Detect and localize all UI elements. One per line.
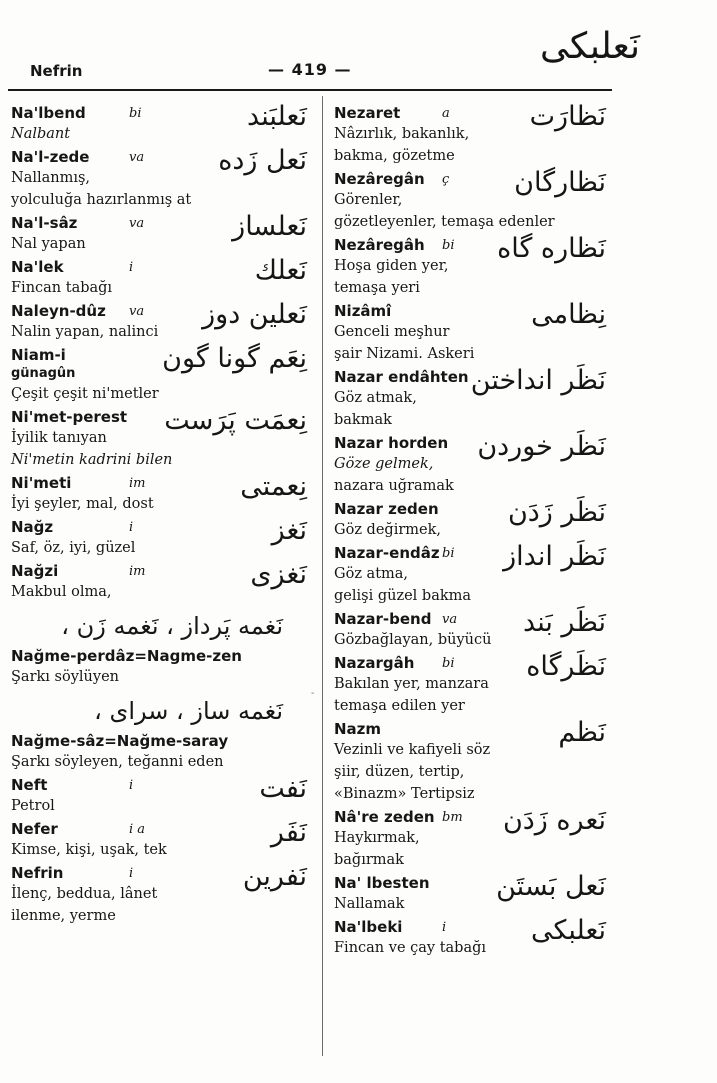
grammar-tag: i <box>129 260 134 275</box>
entry-definition: Petrol <box>11 798 55 814</box>
dictionary-entry <box>334 871 606 915</box>
entry-definition: şiir, düzen, tertip, <box>334 764 465 780</box>
entry-definition: Makbul olma, <box>11 584 112 600</box>
entry-definition: Fincan tabağı <box>11 280 113 296</box>
dictionary-entry <box>11 732 307 773</box>
entry-headword: Na'lek <box>11 258 64 276</box>
dictionary-entry <box>334 717 606 805</box>
arabic-script: نَظَر انداختن <box>470 365 606 396</box>
entry-definition: İyilik tanıyan <box>11 430 107 446</box>
entry-definition: Şarkı söyleyen, teğanni eden <box>11 754 224 770</box>
entry-definition: Çeşit çeşit ni'metler <box>11 386 159 402</box>
entry-definition: nazara uğramak <box>334 478 454 494</box>
entry-headword: Na'l-zede <box>11 148 90 166</box>
dictionary-entry <box>11 255 307 299</box>
column-divider <box>322 96 323 1056</box>
dictionary-entry <box>334 365 606 431</box>
entry-definition: Kimse, kişi, uşak, tek <box>11 842 167 858</box>
dictionary-entry <box>334 101 606 167</box>
left-column <box>11 101 307 1064</box>
arabic-script: نَعلبكى <box>530 915 606 946</box>
entry-definition: Nal yapan <box>11 236 86 252</box>
arabic-script: نِعَم گونا گون <box>162 343 307 374</box>
dictionary-entry <box>11 861 307 927</box>
entry-headword: Nağz <box>11 518 54 536</box>
grammar-tag: i a <box>129 822 146 837</box>
entry-definition: Gözbağlayan, büyücü <box>334 632 492 648</box>
entry-definition: Hoşa giden yer, <box>334 258 449 274</box>
entry-headword: Nağme-perdâz=Nagme-zen <box>11 647 242 665</box>
dictionary-entry <box>11 773 307 817</box>
entry-definition: Göz değirmek, <box>334 522 442 538</box>
entry-headword: Na'l-sâz <box>11 214 78 232</box>
entry-definition: bakma, gözetme <box>334 148 455 164</box>
entry-definition: günagûn <box>11 366 76 381</box>
dictionary-entry <box>11 515 307 559</box>
grammar-tag: i <box>129 866 134 881</box>
dictionary-entry <box>334 233 606 299</box>
dictionary-entry <box>11 471 307 515</box>
grammar-tag: va <box>129 150 145 165</box>
arabic-script: نَفَر <box>270 817 307 848</box>
entry-definition: Fincan ve çay tabağı <box>334 940 487 956</box>
dictionary-entry <box>11 817 307 861</box>
dictionary-entry <box>11 299 307 343</box>
entry-definition: Göze gelmek, <box>334 456 434 472</box>
dictionary-entry <box>11 647 307 688</box>
arabic-script: نَظَر انداز <box>503 541 606 572</box>
dictionary-entry <box>334 431 606 497</box>
arabic-script: نِعمتى <box>240 471 307 502</box>
entry-definition: Nâzırlık, bakanlık, <box>334 126 470 142</box>
arabic-script: نَفت <box>259 773 307 804</box>
entry-definition: temaşa edilen yer <box>334 698 465 714</box>
divider-mark: ' <box>321 96 324 107</box>
grammar-tag: bi <box>442 656 455 671</box>
entry-definition: bakmak <box>334 412 392 428</box>
entry-definition: Nalin yapan, nalinci <box>11 324 159 340</box>
entry-headword: Nazar zeden <box>334 500 439 518</box>
arabic-script: نَعل بَستَن <box>496 871 606 902</box>
grammar-tag: i <box>129 520 134 535</box>
dictionary-entry <box>334 541 606 607</box>
entry-headword: Nazargâh <box>334 654 415 672</box>
dictionary-entry <box>334 607 606 651</box>
grammar-tag: va <box>129 304 145 319</box>
grammar-tag: im <box>129 564 146 579</box>
entry-definition: gözetleyenler, temaşa edenler <box>334 214 555 230</box>
arabic-script: نَعلبَند <box>247 101 307 132</box>
arabic-script: نَظارَت <box>529 101 606 132</box>
arabic-script: نَظم <box>558 717 606 748</box>
entry-headword: Neft <box>11 776 48 794</box>
dictionary-entry <box>11 101 307 145</box>
entry-definition: Nallanmış, <box>11 170 91 186</box>
entry-headword: Ni'met-perest <box>11 408 128 426</box>
entry-definition: ilenme, yerme <box>11 908 116 924</box>
dictionary-entry <box>334 805 606 871</box>
arabic-script: نِظامى <box>531 299 606 330</box>
grammar-tag: im <box>129 476 146 491</box>
dictionary-entry <box>11 211 307 255</box>
guide-word-right: نَعلبكى <box>540 26 641 67</box>
grammar-tag: bi <box>442 238 455 253</box>
arabic-script: نَعلين دوز <box>202 299 307 330</box>
arabic-phrase: نَغمه پَرداز ، نَغمه زَن ، <box>61 612 283 640</box>
entry-definition: Şarkı söylüyen <box>11 669 119 685</box>
arabic-script: نَظاره گاه <box>497 233 606 264</box>
arabic-phrase: نَغمه ساز ، سراى ، <box>94 697 283 725</box>
dictionary-entry <box>11 559 307 603</box>
grammar-tag: bm <box>442 810 463 825</box>
entry-headword: Naleyn-dûz <box>11 302 106 320</box>
dictionary-entry <box>11 405 307 471</box>
entry-definition: Göz atmak, <box>334 390 417 406</box>
entry-definition: Nalbant <box>11 126 71 142</box>
entry-definition: temaşa yeri <box>334 280 420 296</box>
arabic-script: نَظَرگاه <box>526 651 606 682</box>
entry-headword: Na'lbeki <box>334 918 403 936</box>
dictionary-entry <box>334 299 606 365</box>
entry-definition: Haykırmak, <box>334 830 420 846</box>
grammar-tag: bi <box>129 106 142 121</box>
header-rule <box>8 89 612 91</box>
entry-headword: Nazm <box>334 720 382 738</box>
arabic-script: نَغزى <box>250 559 307 590</box>
dictionary-entry <box>11 145 307 211</box>
dictionary-entry <box>334 497 606 541</box>
entry-definition: «Binazm» Tertipsiz <box>334 786 475 802</box>
entry-definition: İlenç, beddua, lânet <box>11 886 158 902</box>
right-column <box>334 101 606 1064</box>
entry-headword: Ni'meti <box>11 474 72 492</box>
entry-headword: Na' lbesten <box>334 874 430 892</box>
entry-definition: İyi şeyler, mal, dost <box>11 496 154 512</box>
arabic-script: نَفرين <box>242 861 307 892</box>
entry-definition: Ni'metin kadrini bilen <box>11 452 173 468</box>
dictionary-entry <box>334 167 606 233</box>
arabic-script: نَعلك <box>254 255 307 286</box>
entry-headword: Na'lbend <box>11 104 86 122</box>
entry-definition: Bakılan yer, manzara <box>334 676 489 692</box>
entry-headword: Nazar-bend <box>334 610 432 628</box>
arabic-script: نَظَر زَدَن <box>507 497 606 528</box>
entry-definition: şair Nizami. Askeri <box>334 346 475 362</box>
dictionary-entry <box>11 343 307 405</box>
grammar-tag: ç <box>442 172 450 187</box>
dictionary-entry <box>334 651 606 717</box>
entry-headword: Nefer <box>11 820 58 838</box>
entry-headword: Nazar-endâz <box>334 544 440 562</box>
arabic-script: نِعمَت پَرَست <box>164 405 307 436</box>
entry-definition: Nallamak <box>334 896 405 912</box>
entry-headword: Nağzi <box>11 562 59 580</box>
entry-definition: bağırmak <box>334 852 404 868</box>
guide-word-left: Nefrin <box>30 62 83 80</box>
entry-headword: Nezaret <box>334 104 401 122</box>
grammar-tag: va <box>442 612 458 627</box>
entry-headword: Nazar horden <box>334 434 449 452</box>
arabic-script: نَعره زَدَن <box>502 805 606 836</box>
grammar-tag: bi <box>442 546 455 561</box>
arabic-script: نَغز <box>271 515 307 546</box>
grammar-tag: va <box>129 216 145 231</box>
entry-definition: Saf, öz, iyi, güzel <box>11 540 136 556</box>
entry-definition: Göz atma, <box>334 566 409 582</box>
divider-mark: - <box>311 688 315 699</box>
entry-definition: Görenler, <box>334 192 403 208</box>
grammar-tag: i <box>129 778 134 793</box>
arabic-script: نَعل زَده <box>218 145 307 176</box>
arabic-script: نَعلساز <box>232 211 307 242</box>
grammar-tag: i <box>442 920 447 935</box>
entry-definition: Vezinli ve kafiyeli söz <box>334 742 491 758</box>
entry-definition: yolculuğa hazırlanmış at <box>11 192 192 208</box>
entry-headword: Nâ're zeden <box>334 808 435 826</box>
arabic-script: نَظَر خوردن <box>477 431 606 462</box>
entry-definition: gelişi güzel bakma <box>334 588 472 604</box>
dictionary-entry <box>334 915 606 959</box>
entry-headword: Nezâregân <box>334 170 425 188</box>
entry-headword: Nefrin <box>11 864 64 882</box>
entry-headword: Nazar endâhten <box>334 368 469 386</box>
page-number: — 419 — <box>268 60 352 79</box>
arabic-script: نَظَر بَند <box>523 607 606 638</box>
arabic-script: نَظارگان <box>514 167 606 198</box>
grammar-tag: a <box>442 106 450 121</box>
entry-headword: Nizâmî <box>334 302 392 320</box>
entry-headword: Nağme-sâz=Nağme-saray <box>11 732 229 750</box>
entry-definition: Genceli meşhur <box>334 324 450 340</box>
entry-headword: Niam-i <box>11 346 66 364</box>
page-header <box>0 0 717 92</box>
entry-headword: Nezâregâh <box>334 236 425 254</box>
